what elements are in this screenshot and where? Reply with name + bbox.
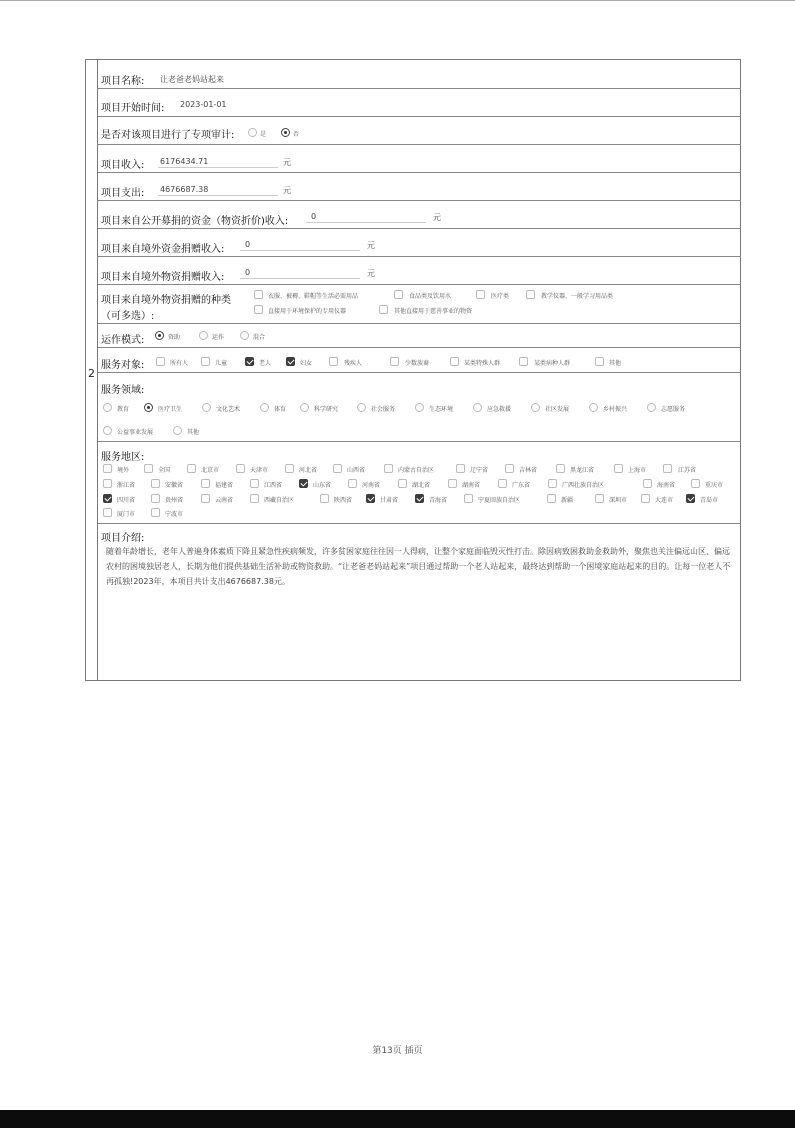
- field-emergency-label: 应急救援: [487, 406, 512, 413]
- overseas-funds-underline: [240, 250, 360, 251]
- region-label: 大连市: [655, 497, 674, 504]
- row-number: 2: [88, 367, 95, 380]
- region-checkbox[interactable]: [384, 464, 393, 473]
- region-label: 山东省: [313, 482, 332, 489]
- public-fundraising-value[interactable]: 0: [311, 212, 317, 221]
- field-rural-label: 乡村振兴: [603, 406, 628, 413]
- goods-types-label-line1: 项目来自境外物资捐赠的种类: [101, 295, 231, 306]
- mode-mixed-radio[interactable]: [240, 331, 249, 340]
- region-label: 青岛市: [700, 497, 719, 504]
- region-checkbox[interactable]: [505, 464, 514, 473]
- region-checkbox[interactable]: [641, 494, 650, 503]
- field-public-welfare-radio[interactable]: [103, 426, 112, 435]
- region-checkbox[interactable]: [448, 479, 457, 488]
- region-label: 贵州省: [165, 497, 184, 504]
- scan-edge: [0, 1110, 795, 1128]
- introduction-text: 随着年龄增长，老年人普遍身体素质下降且紧急性疾病频发，许多贫困家庭往往因一人得病，让整个家庭面临毁灭性打击。除因病致困救助金救助外，聚焦也关注偏远山区、偏远农村的困境独居老人，长期为他们提供基础生活补助或物资救助。“让老爸老妈站起来”项目通过帮助一个老人站起来，最终达到帮助一个困境家庭站起来的目的。让每一位老人不再孤独!2023年，本项目共计支出4676687.38元。: [106, 547, 731, 586]
- field-culture-radio[interactable]: [202, 403, 211, 412]
- region-label: 江西省: [264, 482, 283, 489]
- region-label: 青海省: [429, 497, 448, 504]
- overseas-funds-value[interactable]: 0: [245, 240, 251, 249]
- region-label: 湖北省: [412, 482, 431, 489]
- region-checkbox[interactable]: [103, 479, 112, 488]
- overseas-goods-row: [98, 257, 741, 285]
- audit-yes-label: 是: [260, 131, 267, 138]
- field-volunteer-radio[interactable]: [647, 403, 656, 412]
- overseas-goods-label: 项目来自境外物资捐赠收入:: [101, 272, 225, 283]
- service-targets-row: [98, 348, 741, 373]
- introduction-row: [98, 524, 741, 681]
- region-label: 安徽省: [165, 482, 184, 489]
- region-label: 宁夏回族自治区: [478, 497, 521, 504]
- goods-teaching-label: 教学仪器、一般学习用品类: [541, 293, 614, 300]
- region-label: 重庆市: [705, 482, 724, 489]
- expense-underline: [158, 195, 278, 196]
- operation-mode-row: [98, 324, 741, 348]
- income-label: 项目收入:: [101, 160, 145, 171]
- goods-types-row: [98, 285, 741, 324]
- region-label: 上海市: [628, 467, 647, 474]
- region-checkbox[interactable]: [201, 479, 210, 488]
- target-women-checkbox[interactable]: [286, 357, 295, 366]
- service-fields-row: [98, 373, 741, 442]
- region-label: 湖南省: [462, 482, 481, 489]
- overseas-funds-row: [98, 229, 741, 257]
- region-checkbox[interactable]: [285, 464, 294, 473]
- target-women-label: 妇女: [300, 360, 313, 367]
- overseas-goods-underline: [240, 278, 360, 279]
- expense-label: 项目支出:: [101, 188, 145, 199]
- region-checkbox[interactable]: [151, 494, 160, 503]
- target-all-checkbox[interactable]: [156, 357, 165, 366]
- start-time-value[interactable]: 2023-01-01: [180, 100, 227, 109]
- target-other-checkbox[interactable]: [595, 357, 604, 366]
- service-regions-row: [98, 442, 741, 524]
- audit-no-label: 否: [293, 131, 300, 138]
- region-checkbox[interactable]: [398, 479, 407, 488]
- region-checkbox[interactable]: [643, 479, 652, 488]
- income-value[interactable]: 6176434.71: [160, 157, 209, 166]
- region-checkbox[interactable]: [548, 479, 557, 488]
- operation-mode-label: 运作模式:: [101, 335, 145, 346]
- project-name-value[interactable]: 让老爸老妈站起来: [160, 75, 224, 84]
- region-label: 厦门市: [117, 511, 136, 518]
- region-checkbox[interactable]: [366, 494, 375, 503]
- goods-env-checkbox[interactable]: [254, 305, 263, 314]
- public-fundraising-label: 项目来自公开募捐的资金（物资折价)收入:: [101, 216, 289, 227]
- expense-unit: 元: [283, 186, 291, 195]
- region-label: 黑龙江省: [570, 467, 595, 474]
- region-checkbox[interactable]: [103, 494, 112, 503]
- region-checkbox[interactable]: [103, 464, 112, 473]
- introduction-label: 项目介绍:: [101, 533, 145, 544]
- audit-no-radio[interactable]: [281, 128, 290, 137]
- public-fundraising-row: [98, 201, 741, 229]
- region-checkbox[interactable]: [236, 464, 245, 473]
- region-checkbox[interactable]: [415, 494, 424, 503]
- service-regions-label: 服务地区:: [101, 452, 145, 463]
- field-other-label: 其他: [187, 429, 200, 436]
- region-label: 广西壮族自治区: [562, 482, 605, 489]
- overseas-funds-label: 项目来自境外资金捐赠收入:: [101, 244, 225, 255]
- expense-row: [98, 173, 741, 201]
- goods-medical-label: 医疗类: [491, 293, 510, 300]
- field-other-radio[interactable]: [173, 426, 182, 435]
- public-fundraising-unit: 元: [433, 213, 441, 222]
- mode-operate-label: 运作: [212, 334, 225, 341]
- region-checkbox[interactable]: [299, 479, 308, 488]
- region-label: 北京市: [201, 467, 220, 474]
- service-fields-label: 服务领域:: [101, 385, 145, 396]
- target-special-checkbox[interactable]: [450, 357, 459, 366]
- field-volunteer-label: 志愿服务: [661, 406, 686, 413]
- goods-other-label: 其他直接用于慈善事业的物资: [394, 308, 473, 315]
- field-ecology-radio[interactable]: [415, 403, 424, 412]
- goods-food-label: 食品类及饮用水: [409, 293, 452, 300]
- field-medical-radio[interactable]: [144, 403, 153, 412]
- region-checkbox[interactable]: [691, 479, 700, 488]
- region-label: 甘肃省: [380, 497, 399, 504]
- region-checkbox[interactable]: [201, 494, 210, 503]
- public-fundraising-underline: [306, 222, 426, 223]
- region-checkbox[interactable]: [595, 494, 604, 503]
- region-checkbox[interactable]: [614, 464, 623, 473]
- expense-value[interactable]: 4676687.38: [160, 185, 209, 194]
- region-checkbox[interactable]: [456, 464, 465, 473]
- target-children-label: 儿童: [215, 360, 228, 367]
- field-education-radio[interactable]: [103, 403, 112, 412]
- project-name-label: 项目名称:: [101, 76, 145, 87]
- goods-teaching-checkbox[interactable]: [526, 290, 535, 299]
- target-disabled-label: 残疾人: [344, 360, 363, 367]
- region-checkbox[interactable]: [103, 508, 112, 517]
- region-label: 广东省: [512, 482, 531, 489]
- goods-types-label-line2: （可多选）:: [101, 311, 155, 322]
- region-label: 福建省: [215, 482, 234, 489]
- region-label: 浙江省: [117, 482, 136, 489]
- goods-clothing-label: 衣服、被褥、鞋帽等生活必需用品: [268, 293, 359, 300]
- field-sports-radio[interactable]: [260, 403, 269, 412]
- special-audit-label: 是否对该项目进行了专项审计:: [101, 130, 235, 141]
- mode-fund-radio[interactable]: [155, 331, 164, 340]
- field-social-radio[interactable]: [357, 403, 366, 412]
- region-checkbox[interactable]: [686, 494, 695, 503]
- region-checkbox[interactable]: [250, 494, 259, 503]
- field-rural-radio[interactable]: [589, 403, 598, 412]
- goods-other-checkbox[interactable]: [379, 305, 388, 314]
- overseas-funds-unit: 元: [367, 241, 375, 250]
- goods-medical-checkbox[interactable]: [476, 290, 485, 299]
- region-checkbox[interactable]: [151, 508, 160, 517]
- target-minority-label: 少数族裔: [405, 360, 430, 367]
- region-checkbox[interactable]: [547, 494, 556, 503]
- region-checkbox[interactable]: [187, 464, 196, 473]
- region-label: 海南省: [657, 482, 676, 489]
- region-checkbox[interactable]: [498, 479, 507, 488]
- region-label: 江苏省: [678, 467, 697, 474]
- audit-yes-radio[interactable]: [248, 128, 257, 137]
- target-children-checkbox[interactable]: [201, 357, 210, 366]
- region-checkbox[interactable]: [464, 494, 473, 503]
- field-community-label: 社区发展: [545, 406, 570, 413]
- overseas-goods-value[interactable]: 0: [245, 268, 251, 277]
- region-label: 陕西省: [334, 497, 353, 504]
- income-row: [98, 145, 741, 173]
- goods-env-label: 直接用于环境保护的专用仪器: [268, 308, 347, 315]
- field-social-label: 社会服务: [371, 406, 396, 413]
- mode-mixed-label: 混合: [253, 334, 266, 341]
- region-label: 西藏自治区: [264, 497, 295, 504]
- mode-fund-label: 资助: [168, 334, 181, 341]
- field-medical-label: 医疗卫生: [158, 406, 183, 413]
- region-label: 宁波市: [165, 511, 184, 518]
- region-checkbox[interactable]: [144, 464, 153, 473]
- target-disease-checkbox[interactable]: [519, 357, 528, 366]
- field-public-welfare-label: 公益事业发展: [117, 429, 154, 436]
- project-form: [85, 59, 741, 681]
- field-emergency-radio[interactable]: [473, 403, 482, 412]
- region-checkbox[interactable]: [556, 464, 565, 473]
- field-education-label: 教育: [117, 406, 130, 413]
- goods-food-checkbox[interactable]: [394, 290, 403, 299]
- field-culture-label: 文化艺术: [216, 406, 241, 413]
- region-label: 四川省: [117, 497, 136, 504]
- target-disabled-checkbox[interactable]: [329, 357, 338, 366]
- region-label: 山西省: [347, 467, 366, 474]
- start-time-label: 项目开始时间:: [101, 103, 165, 114]
- region-label: 新疆: [561, 497, 574, 504]
- target-elderly-label: 老人: [259, 360, 272, 367]
- region-label: 深圳市: [609, 497, 628, 504]
- target-disease-label: 某类病种人群: [534, 360, 571, 367]
- target-all-label: 所有人: [170, 360, 189, 367]
- region-label: 境外: [117, 467, 130, 474]
- start-time-row: [98, 89, 741, 117]
- region-label: 内蒙古自治区: [398, 467, 435, 474]
- field-community-radio[interactable]: [531, 403, 540, 412]
- region-checkbox[interactable]: [151, 479, 160, 488]
- field-science-label: 科学研究: [314, 406, 339, 413]
- page-footer: 第13页 插页: [372, 1046, 423, 1056]
- region-label: 云南省: [215, 497, 234, 504]
- goods-clothing-checkbox[interactable]: [254, 290, 263, 299]
- target-minority-checkbox[interactable]: [390, 357, 399, 366]
- region-checkbox[interactable]: [250, 479, 259, 488]
- field-science-radio[interactable]: [300, 403, 309, 412]
- region-checkbox[interactable]: [320, 494, 329, 503]
- field-ecology-label: 生态环境: [429, 406, 454, 413]
- region-label: 辽宁省: [470, 467, 489, 474]
- target-elderly-checkbox[interactable]: [245, 357, 254, 366]
- project-name-row: [98, 60, 741, 89]
- row-index-column: [86, 60, 98, 680]
- region-label: 天津市: [250, 467, 269, 474]
- region-label: 河北省: [299, 467, 318, 474]
- target-special-label: 某类特殊人群: [464, 360, 501, 367]
- region-checkbox[interactable]: [348, 479, 357, 488]
- region-label: 河南省: [362, 482, 381, 489]
- income-underline: [158, 167, 278, 168]
- special-audit-row: [98, 117, 741, 145]
- region-checkbox[interactable]: [333, 464, 342, 473]
- overseas-goods-unit: 元: [367, 269, 375, 278]
- service-targets-label: 服务对象:: [101, 360, 145, 371]
- region-checkbox[interactable]: [663, 464, 672, 473]
- income-unit: 元: [283, 158, 291, 167]
- mode-operate-radio[interactable]: [199, 331, 208, 340]
- field-sports-label: 体育: [274, 406, 287, 413]
- target-other-label: 其他: [609, 360, 622, 367]
- region-label: 吉林省: [519, 467, 538, 474]
- top-edge: [0, 0, 795, 1]
- region-label: 全国: [158, 467, 171, 474]
